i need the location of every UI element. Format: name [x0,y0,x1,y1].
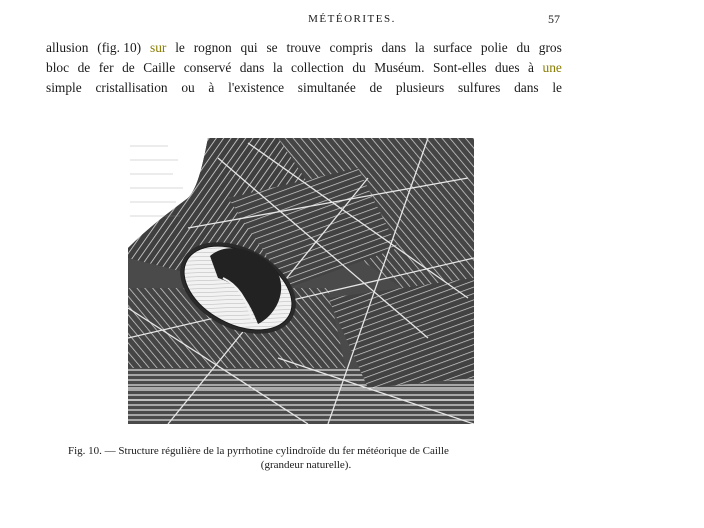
text-line [46,58,562,78]
word: une [542,60,562,75]
widmanstatten-plate [128,138,474,424]
word: conservé [183,60,232,75]
word: (fig. 10) [97,40,142,55]
word: allusion [46,40,89,55]
word: surface [433,40,473,55]
word: de [77,60,91,75]
running-title: MÉTÉORITES. [308,13,396,25]
word: gros [538,40,562,55]
word: de [122,60,135,75]
word: dans [514,80,539,95]
word: à [208,80,215,95]
word: la [272,60,283,75]
word: compris [329,40,373,55]
word: du [352,60,366,75]
word: ou [181,80,195,95]
text-line [46,38,562,58]
word: la [414,40,425,55]
word: Muséum. [374,60,425,75]
word: à [528,60,534,75]
word: rognon [193,40,232,55]
offset-print-ghost [130,146,183,216]
word: du [516,40,530,55]
word: collection [291,60,344,75]
word: Caille [143,60,176,75]
figure-caption-line2: (grandeur naturelle). [260,459,352,471]
figure-caption-line1: Fig. 10. — Structure régulière de la pyrrhotine cylindroïde du fer météorique de Caille [68,445,449,457]
figure-caption [68,444,528,472]
word: bloc [46,60,70,75]
word: dans [381,40,407,55]
word: de [369,80,383,95]
word: dues [495,60,520,75]
word: dans [239,60,265,75]
word: cristallisation [95,80,168,95]
word: sur [149,40,167,55]
word: polie [480,40,508,55]
text-line [46,78,562,98]
meteorite-figure [128,138,474,424]
word: le [175,40,185,55]
word: simple [46,80,82,95]
word: sulfures [457,80,501,95]
word: qui [240,40,258,55]
word: fer [98,60,114,75]
word: se [266,40,278,55]
word: trouve [286,40,321,55]
word: le [552,80,562,95]
body-paragraph [46,38,562,98]
word: Sont-elles [432,60,487,75]
word: plusieurs [395,80,445,95]
word: l'existence [228,80,285,95]
word: simultanée [297,80,356,95]
page-number: 57 [548,12,560,26]
